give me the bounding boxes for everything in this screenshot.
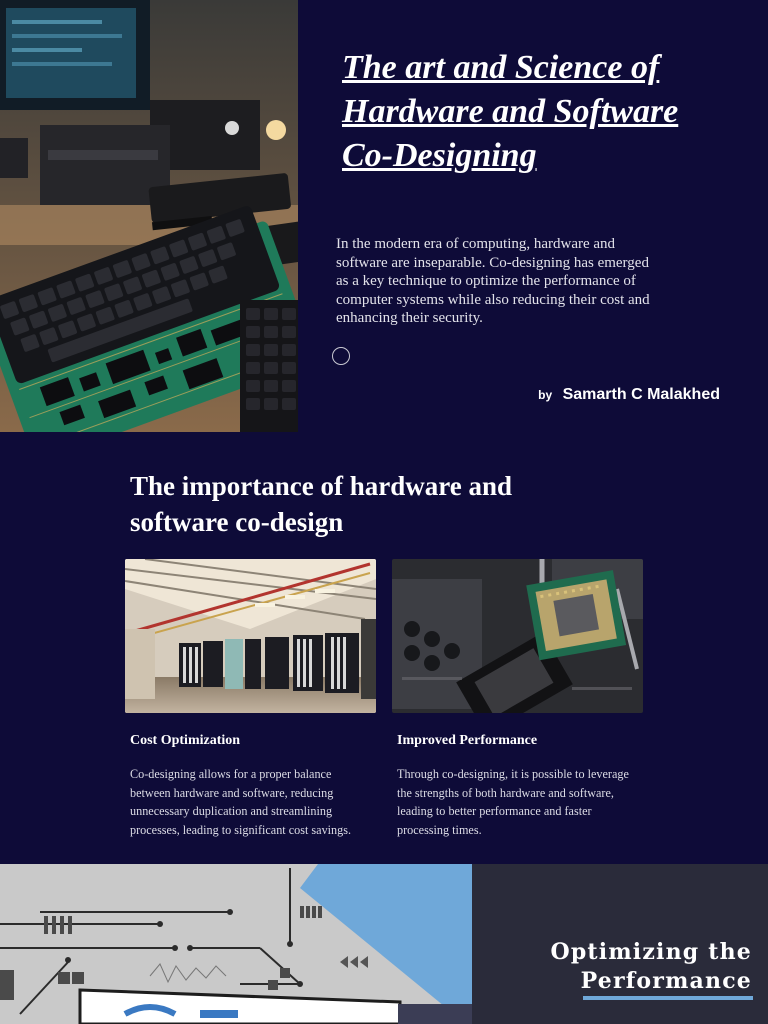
server-room-photo <box>125 559 376 713</box>
title-line-1: Optimizing the <box>550 939 752 965</box>
title-line-1: The art and Science of <box>342 49 660 86</box>
intro-paragraph: In the modern era of computing, hardware and software are inseparable. Co-designing has emerged as a key technique to optimize the performance of computer systems while also reducing their cost and enhancing their security. <box>336 236 650 327</box>
card-title: Improved Performance <box>397 733 538 748</box>
by-label: by <box>538 388 553 402</box>
slide-title <box>550 938 752 996</box>
cpu-socket-photo <box>392 559 643 713</box>
keyboard-circuit-photo <box>0 0 298 432</box>
importance-slide <box>0 432 768 864</box>
title-line-2: Hardware and Software <box>342 93 679 130</box>
title-slide <box>0 0 768 432</box>
card-cost-optimization <box>125 559 376 839</box>
card-title: Cost Optimization <box>130 733 241 748</box>
card-improved-performance <box>392 559 643 839</box>
byline <box>538 386 720 404</box>
presentation-title <box>342 46 742 178</box>
title-line-3: Co-Designing <box>342 137 537 174</box>
optimizing-slide <box>0 864 768 1024</box>
circle-icon <box>332 347 350 365</box>
author-name: Samarth C Malakhed <box>562 386 720 403</box>
heading-line-1: The importance of hardware and <box>130 471 512 501</box>
title-underline <box>583 996 753 1000</box>
card-text: Through co-designing, it is possible to leverage the strengths of both hardware and software, leading to better performance and faster processing times. <box>397 767 629 837</box>
circuit-illustration <box>0 864 472 1024</box>
heading-line-2: software co-design <box>130 507 344 537</box>
slide-heading <box>130 468 590 540</box>
title-line-2: Performance <box>580 968 752 994</box>
card-text: Co-designing allows for a proper balance between hardware and software, reducing unnecessary duplication and streamlining processes, leading to significant cost savings. <box>130 767 352 837</box>
